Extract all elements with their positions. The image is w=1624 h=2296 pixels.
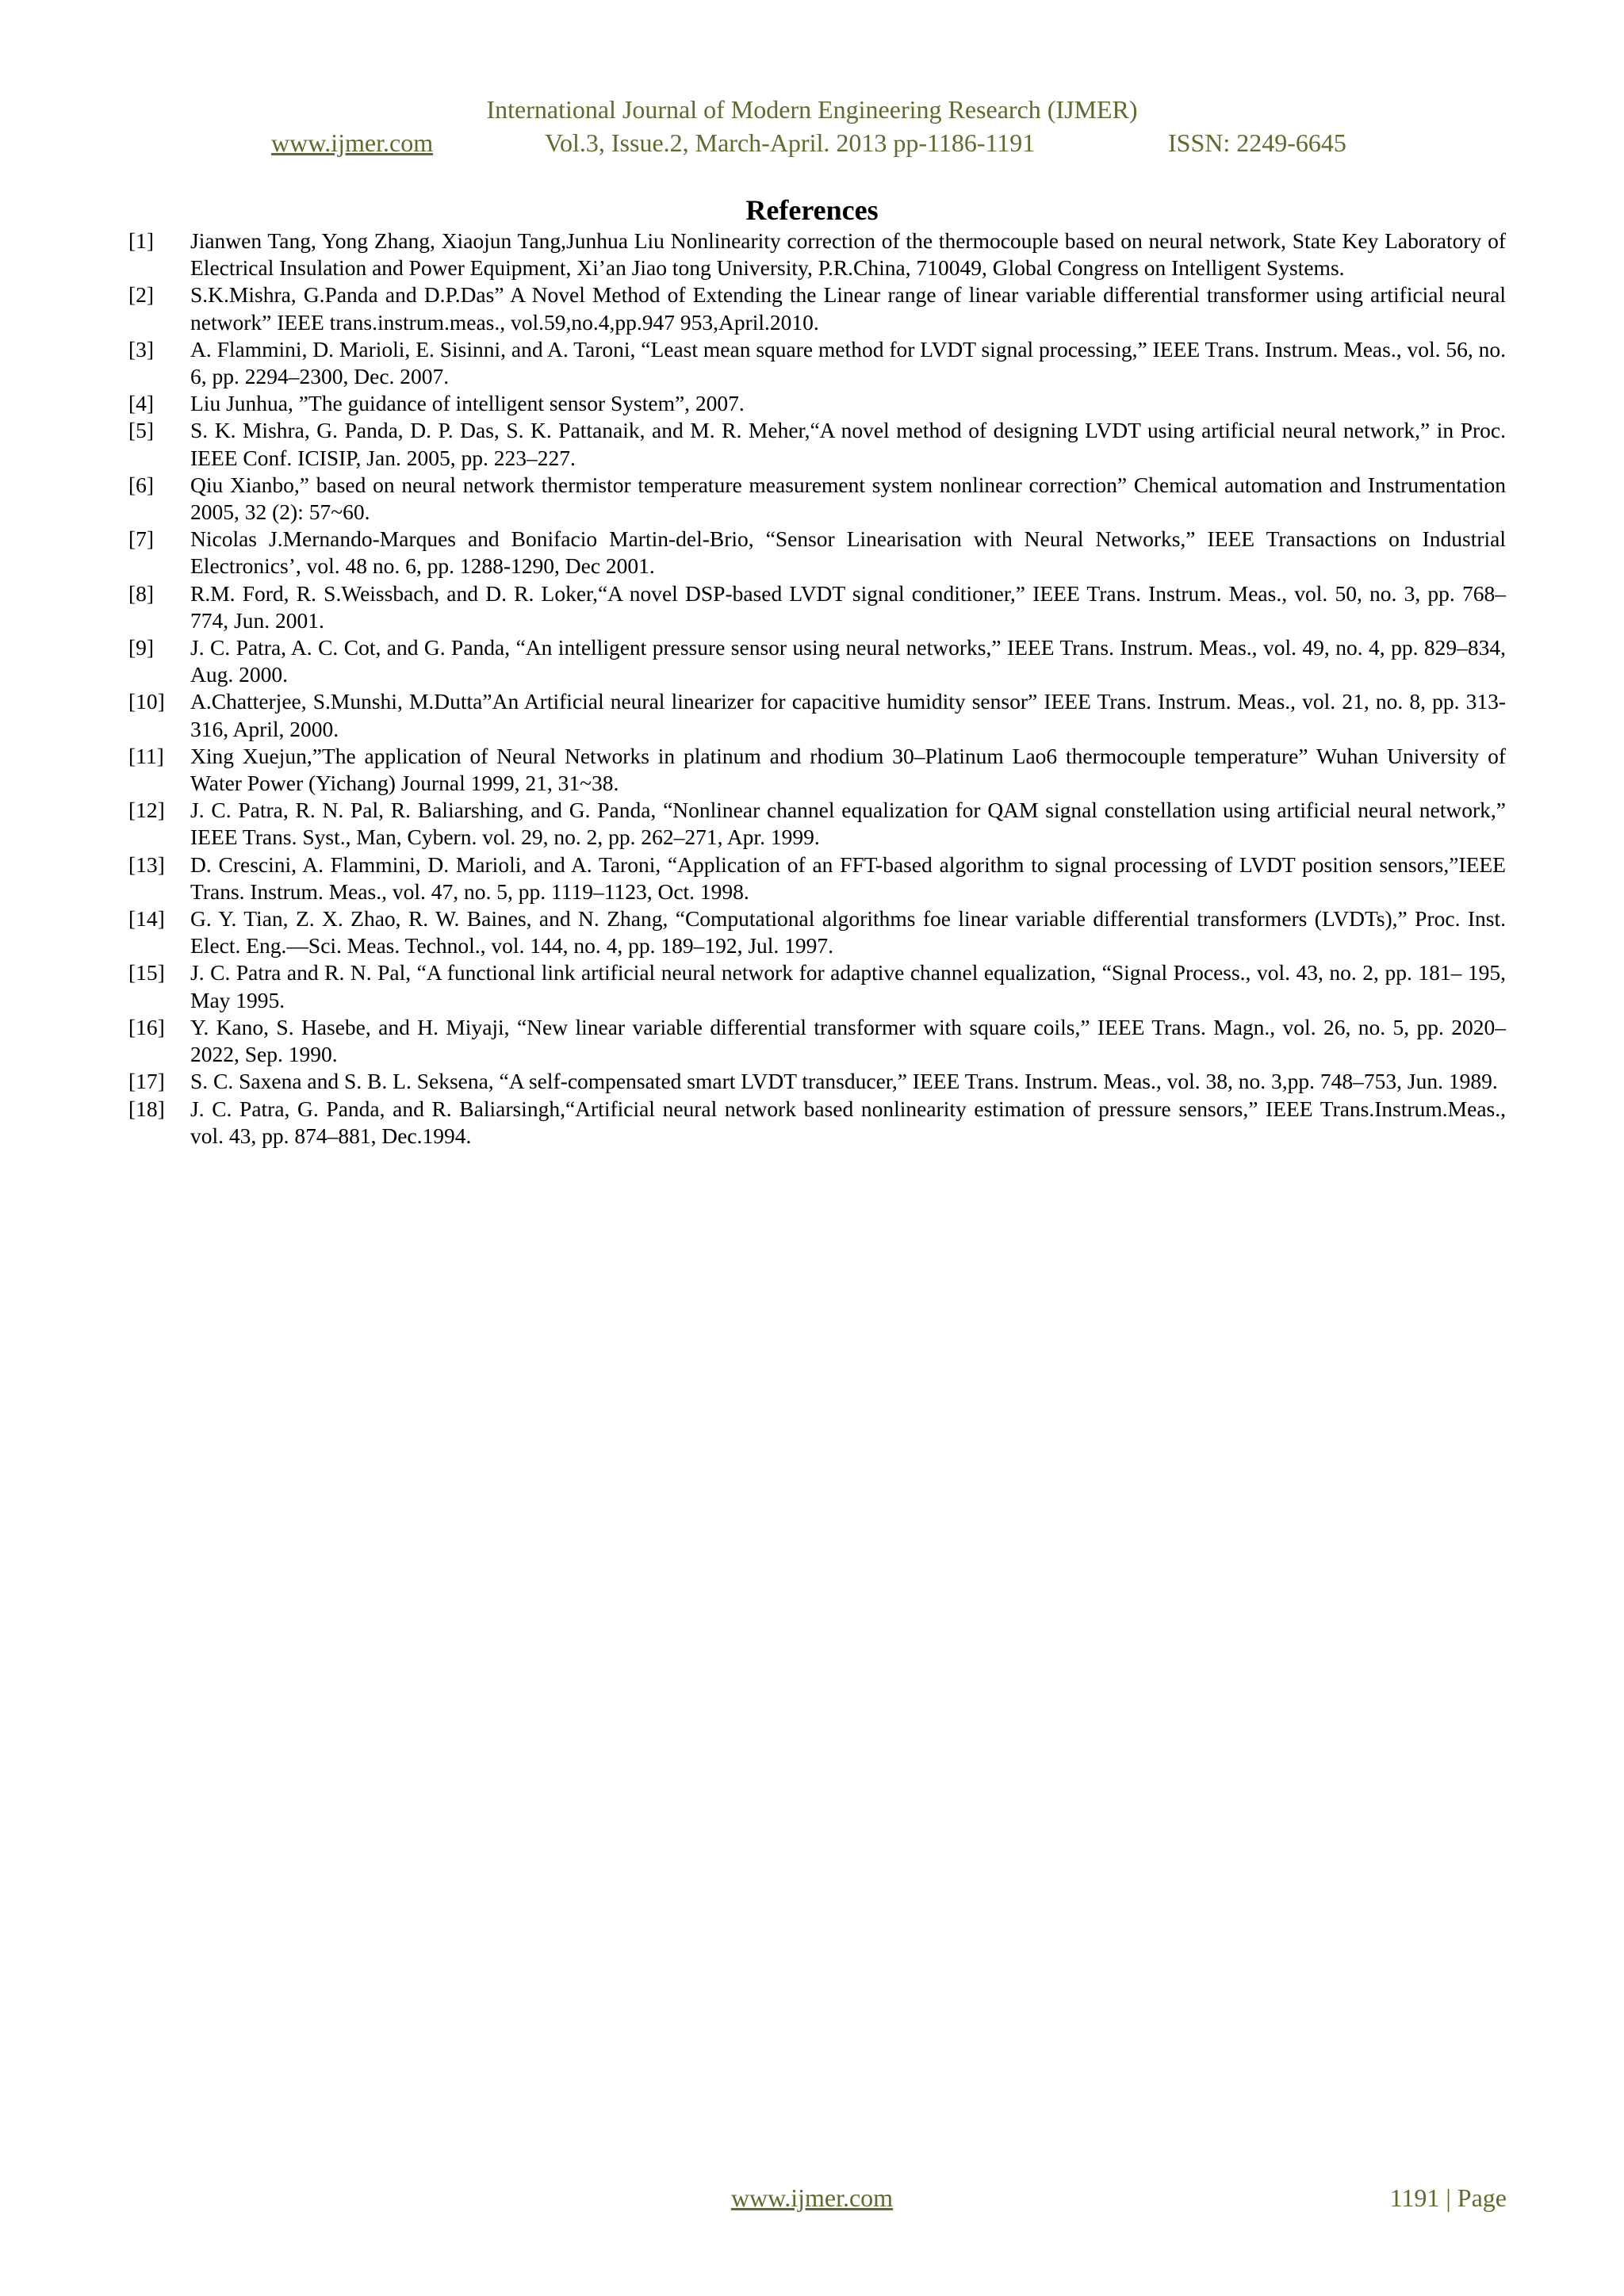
reference-text: J. C. Patra and R. N. Pal, “A functional link artificial neural network for adaptive channel equalization, “Signal Process., vol. 43, no. 2, pp. 181– 195, May 1995. xyxy=(190,960,1506,1012)
reference-item xyxy=(128,580,1506,634)
reference-text: Jianwen Tang, Yong Zhang, Xiaojun Tang,Junhua Liu Nonlinearity correction of the thermocouple based on neural network, State Key Laboratory of Electrical Insulation and Power Equipment, Xi’an Jiao tong University, P.R.China, 710049, Global Congress on Intelligent Systems. xyxy=(190,228,1506,281)
reference-number: [15] xyxy=(128,960,165,985)
references-list xyxy=(128,228,1506,1150)
journal-url-link[interactable]: www.ijmer.com xyxy=(271,128,434,157)
reference-number: [8] xyxy=(128,580,155,606)
reference-item xyxy=(128,526,1506,580)
reference-number: [14] xyxy=(128,906,165,932)
reference-text: A. Flammini, D. Marioli, E. Sisinni, and A. Taroni, “Least mean square method for LVDT signal processing,” IEEE Trans. Instrum. Meas., vol. 56, no. 6, pp. 2294–2300, Dec. 2007. xyxy=(190,336,1506,389)
references-heading: References xyxy=(745,194,879,226)
reference-text: S. K. Mishra, G. Panda, D. P. Das, S. K. Pattanaik, and M. R. Meher,“A novel method of designing LVDT using artificial neural network,” in Proc. IEEE Conf. ICISIP, Jan. 2005, pp. 223–227. xyxy=(190,418,1506,470)
reference-number: [9] xyxy=(128,635,155,660)
reference-item xyxy=(128,336,1506,390)
reference-number: [6] xyxy=(128,472,155,497)
reference-text: Y. Kano, S. Hasebe, and H. Miyaji, “New linear variable differential transformer with square coils,” IEEE Trans. Magn., vol. 26, no. 5, pp. 2020–2022, Sep. 1990. xyxy=(190,1014,1506,1067)
reference-item xyxy=(128,743,1506,797)
volume-info: Vol.3, Issue.2, March-April. 2013 pp-1186-1191 xyxy=(545,128,1036,157)
reference-number: [10] xyxy=(128,689,165,714)
reference-number: [1] xyxy=(128,228,155,253)
reference-text: Nicolas J.Mernando-Marques and Bonifacio Martin-del-Brio, “Sensor Linearisation with Neural Networks,” IEEE Transactions on Industrial Electronics’, vol. 48 no. 6, pp. 1288-1290, Dec 2001. xyxy=(190,526,1506,579)
reference-text: S.K.Mishra, G.Panda and D.P.Das” A Novel Method of Extending the Linear range of linear variable differential transformer using artificial neural network” IEEE trans.instrum.meas., vol.59,no.4,pp.947 953,April.2010. xyxy=(190,282,1506,335)
reference-number: [4] xyxy=(128,391,155,416)
issn-info: ISSN: 2249-6645 xyxy=(1168,128,1346,157)
reference-text: J. C. Patra, R. N. Pal, R. Baliarshing, and G. Panda, “Nonlinear channel equalization for QAM signal constellation using artificial neural network,” IEEE Trans. Syst., Man, Cybern. vol. 29, no. 2, pp. 262–271, Apr. 1999. xyxy=(190,798,1506,850)
reference-number: [16] xyxy=(128,1014,165,1039)
page-number: 1191 | Page xyxy=(1389,2183,1507,2212)
reference-item xyxy=(128,797,1506,851)
reference-number: [7] xyxy=(128,526,155,552)
reference-item xyxy=(128,959,1506,1013)
journal-title: International Journal of Modern Engineering Research (IJMER) xyxy=(486,95,1138,124)
reference-item xyxy=(128,634,1506,688)
reference-number: [3] xyxy=(128,336,155,362)
reference-number: [2] xyxy=(128,282,155,308)
reference-item xyxy=(128,472,1506,526)
reference-item xyxy=(128,390,1506,417)
reference-text: Qiu Xianbo,” based on neural network thermistor temperature measurement system nonlinear correction” Chemical automation and Instrumentation 2005, 32 (2): 57~60. xyxy=(190,472,1506,525)
reference-number: [12] xyxy=(128,798,165,823)
reference-number: [17] xyxy=(128,1069,165,1094)
reference-item xyxy=(128,281,1506,335)
reference-item xyxy=(128,1014,1506,1068)
reference-text: D. Crescini, A. Flammini, D. Marioli, and A. Taroni, “Application of an FFT-based algorithm to signal processing of LVDT position sensors,”IEEE Trans. Instrum. Meas., vol. 47, no. 5, pp. 1119–1123, Oct. 1998. xyxy=(190,851,1506,904)
journal-header-row xyxy=(0,127,1624,159)
reference-number: [18] xyxy=(128,1096,165,1121)
reference-text: J. C. Patra, A. C. Cot, and G. Panda, “An intelligent pressure sensor using neural networks,” IEEE Trans. Instrum. Meas., vol. 49, no. 4, pp. 829–834, Aug. 2000. xyxy=(190,635,1506,687)
reference-text: G. Y. Tian, Z. X. Zhao, R. W. Baines, and N. Zhang, “Computational algorithms foe linear variable differential transformers (LVDTs),” Proc. Inst. Elect. Eng.—Sci. Meas. Technol., vol. 144, no. 4, pp. 189–192, Jul. 1997. xyxy=(190,906,1506,959)
reference-number: [11] xyxy=(128,743,164,768)
reference-item xyxy=(128,228,1506,281)
reference-item xyxy=(128,688,1506,742)
reference-item xyxy=(128,417,1506,471)
reference-number: [13] xyxy=(128,851,165,877)
reference-text: S. C. Saxena and S. B. L. Seksena, “A self-compensated smart LVDT transducer,” IEEE Trans. Instrum. Meas., vol. 38, no. 3,pp. 748–753, Jun. 1989. xyxy=(190,1069,1498,1094)
reference-text: A.Chatterjee, S.Munshi, M.Dutta”An Artificial neural linearizer for capacitive humidity sensor” IEEE Trans. Instrum. Meas., vol. 21, no. 8, pp. 313-316, April, 2000. xyxy=(190,689,1506,741)
reference-number: [5] xyxy=(128,418,155,443)
reference-text: R.M. Ford, R. S.Weissbach, and D. R. Loker,“A novel DSP-based LVDT signal conditioner,” IEEE Trans. Instrum. Meas., vol. 50, no. 3, pp. 768– 774, Jun. 2001. xyxy=(190,580,1506,633)
reference-item xyxy=(128,1068,1506,1095)
reference-item xyxy=(128,905,1506,959)
reference-item xyxy=(128,1096,1506,1150)
reference-item xyxy=(128,851,1506,905)
footer-url-link[interactable]: www.ijmer.com xyxy=(730,2183,894,2212)
reference-text: J. C. Patra, G. Panda, and R. Baliarsingh,“Artificial neural network based nonlinearity estimation of pressure sensors,” IEEE Trans.Instrum.Meas., vol. 43, pp. 874–881, Dec.1994. xyxy=(190,1096,1506,1148)
reference-text: Xing Xuejun,”The application of Neural Networks in platinum and rhodium 30–Platinum Lao6 thermocouple temperature” Wuhan University of Water Power (Yichang) Journal 1999, 21, 31~38. xyxy=(190,743,1506,796)
reference-text: Liu Junhua, ”The guidance of intelligent sensor System”, 2007. xyxy=(190,391,745,416)
